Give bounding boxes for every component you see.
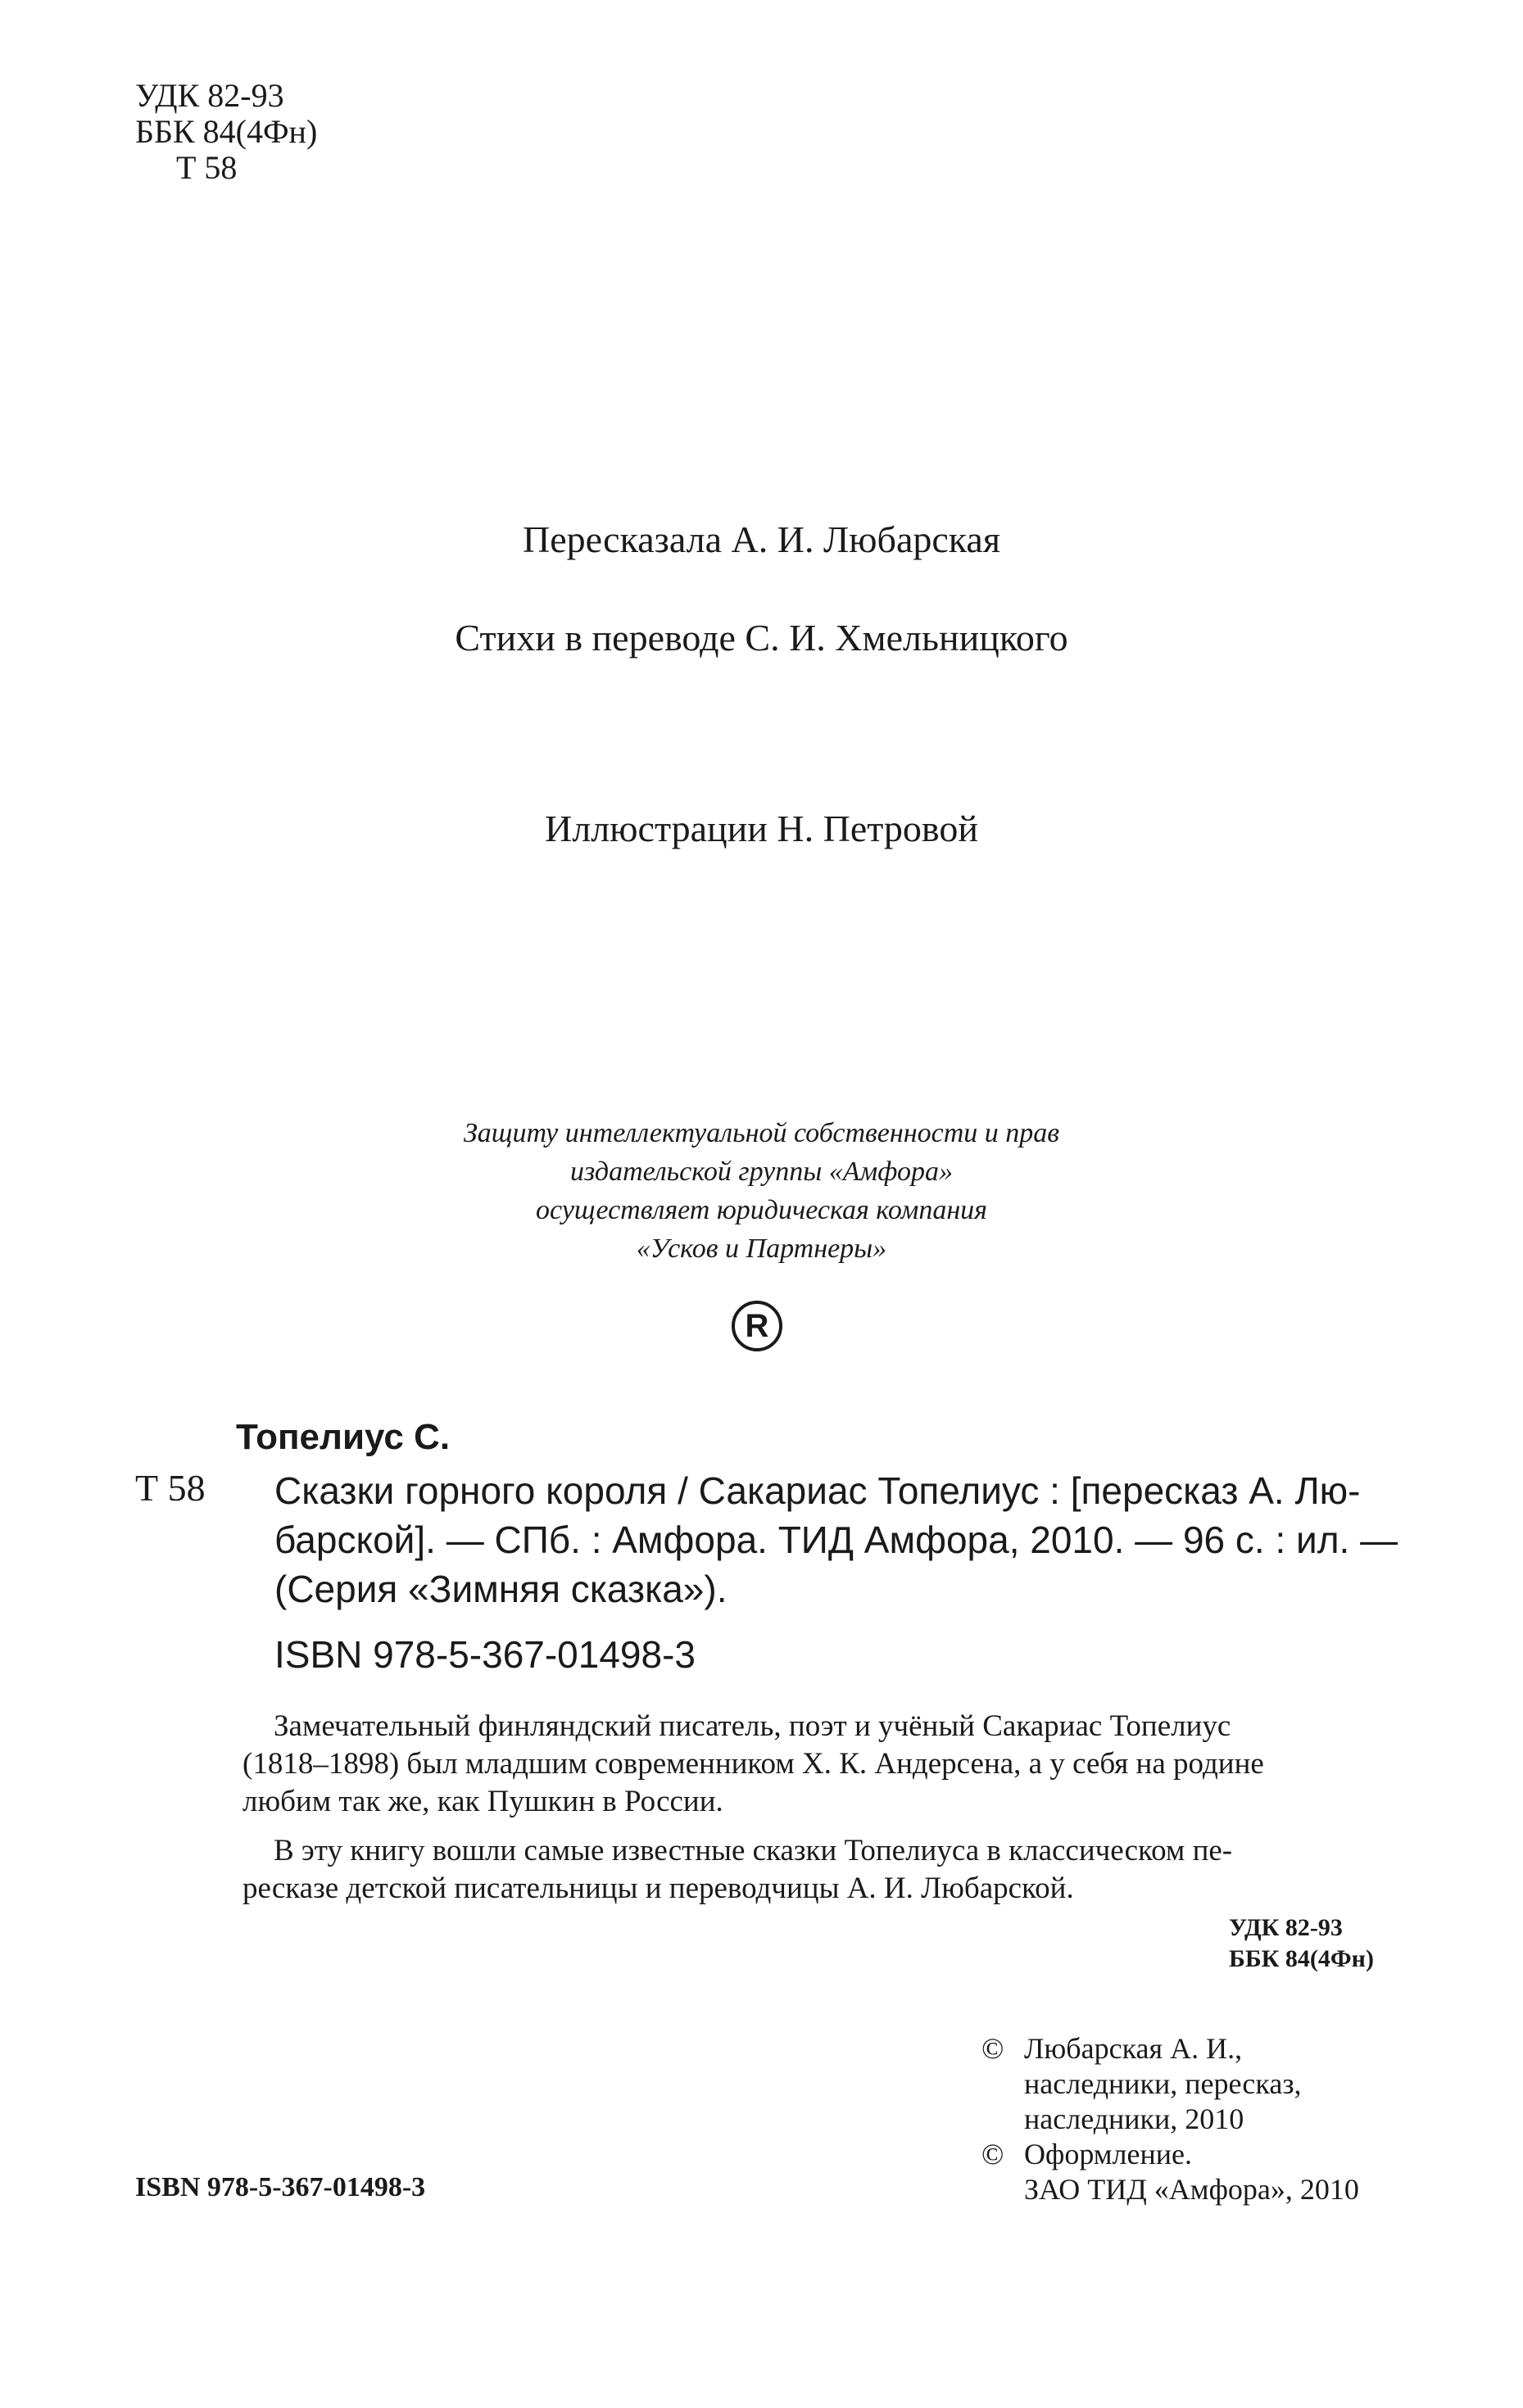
card-description-line: (Серия «Зимняя сказка»). xyxy=(274,1568,728,1610)
registered-mark-icon: R xyxy=(732,1301,782,1351)
annotation-paragraph-2 xyxy=(243,1832,1398,1908)
legal-line: Защиту интеллектуальной собственности и прав xyxy=(463,1118,1060,1148)
legal-line: издательской группы «Амфора» xyxy=(570,1156,953,1187)
credit-poems: Стихи в переводе С. И. Хмельницкого xyxy=(455,617,1068,659)
card-description-line: Сказки горного короля / Сакариас Топелиус : [пересказ А. Лю- xyxy=(274,1469,1361,1512)
copyright-line: Любарская А. И., xyxy=(1024,2032,1243,2065)
annotation-line: В эту книгу вошли самые известные сказки Топелиуса в классическом пе- xyxy=(274,1834,1233,1867)
credit-retold: Пересказала А. И. Любарская xyxy=(522,518,1001,560)
legal-notice xyxy=(0,1114,1523,1268)
copyright-line: ЗАО ТИД «Амфора», 2010 xyxy=(1024,2173,1359,2206)
udk-code: УДК 82-93 xyxy=(135,77,284,114)
card-isbn: ISBN 978-5-367-01498-3 xyxy=(274,1633,696,1676)
bbk-code: ББК 84(4Фн) xyxy=(1229,1945,1374,1972)
author-heading: Топелиус С. xyxy=(236,1417,451,1457)
credit-illustrations: Иллюстрации Н. Петровой xyxy=(545,808,978,849)
card-description xyxy=(274,1466,1421,1614)
legal-line: осуществляет юридическая компания xyxy=(535,1195,987,1225)
card-code: Т 58 xyxy=(135,1467,206,1509)
annotation-line: ресказе детской писательницы и переводчицы А. И. Любарской. xyxy=(243,1872,1074,1905)
card-description-line: барской]. — СПб. : Амфора. ТИД Амфора, 2010. — 96 с. : ил. — xyxy=(274,1519,1398,1561)
legal-line: «Усков и Партнеры» xyxy=(636,1233,887,1264)
annotation-line: любим так же, как Пушкин в России. xyxy=(243,1785,723,1818)
bottom-classification xyxy=(1229,1912,1374,1975)
annotation-paragraph-1 xyxy=(243,1708,1398,1821)
copyright-icon: © xyxy=(981,2032,1004,2065)
udk-code: УДК 82-93 xyxy=(1229,1914,1343,1941)
copyright-line: наследники, пересказ, xyxy=(1024,2067,1302,2100)
annotation-line: Замечательный финляндский писатель, поэт и учёный Сакариас Топелиус xyxy=(274,1709,1231,1743)
copyright-line: Оформление. xyxy=(1024,2138,1193,2170)
copyright-line: наследники, 2010 xyxy=(1024,2102,1244,2135)
annotation-line: (1818–1898) был младшим современником Х. К. Андерсена, а у себя на родине xyxy=(243,1747,1264,1781)
bottom-isbn: ISBN 978-5-367-01498-3 xyxy=(135,2172,426,2202)
top-classification xyxy=(135,78,317,186)
author-mark-code: Т 58 xyxy=(176,149,238,186)
copyright-block xyxy=(981,2031,1359,2207)
copyright-icon: © xyxy=(981,2138,1004,2170)
bbk-code: ББК 84(4Фн) xyxy=(135,113,318,150)
